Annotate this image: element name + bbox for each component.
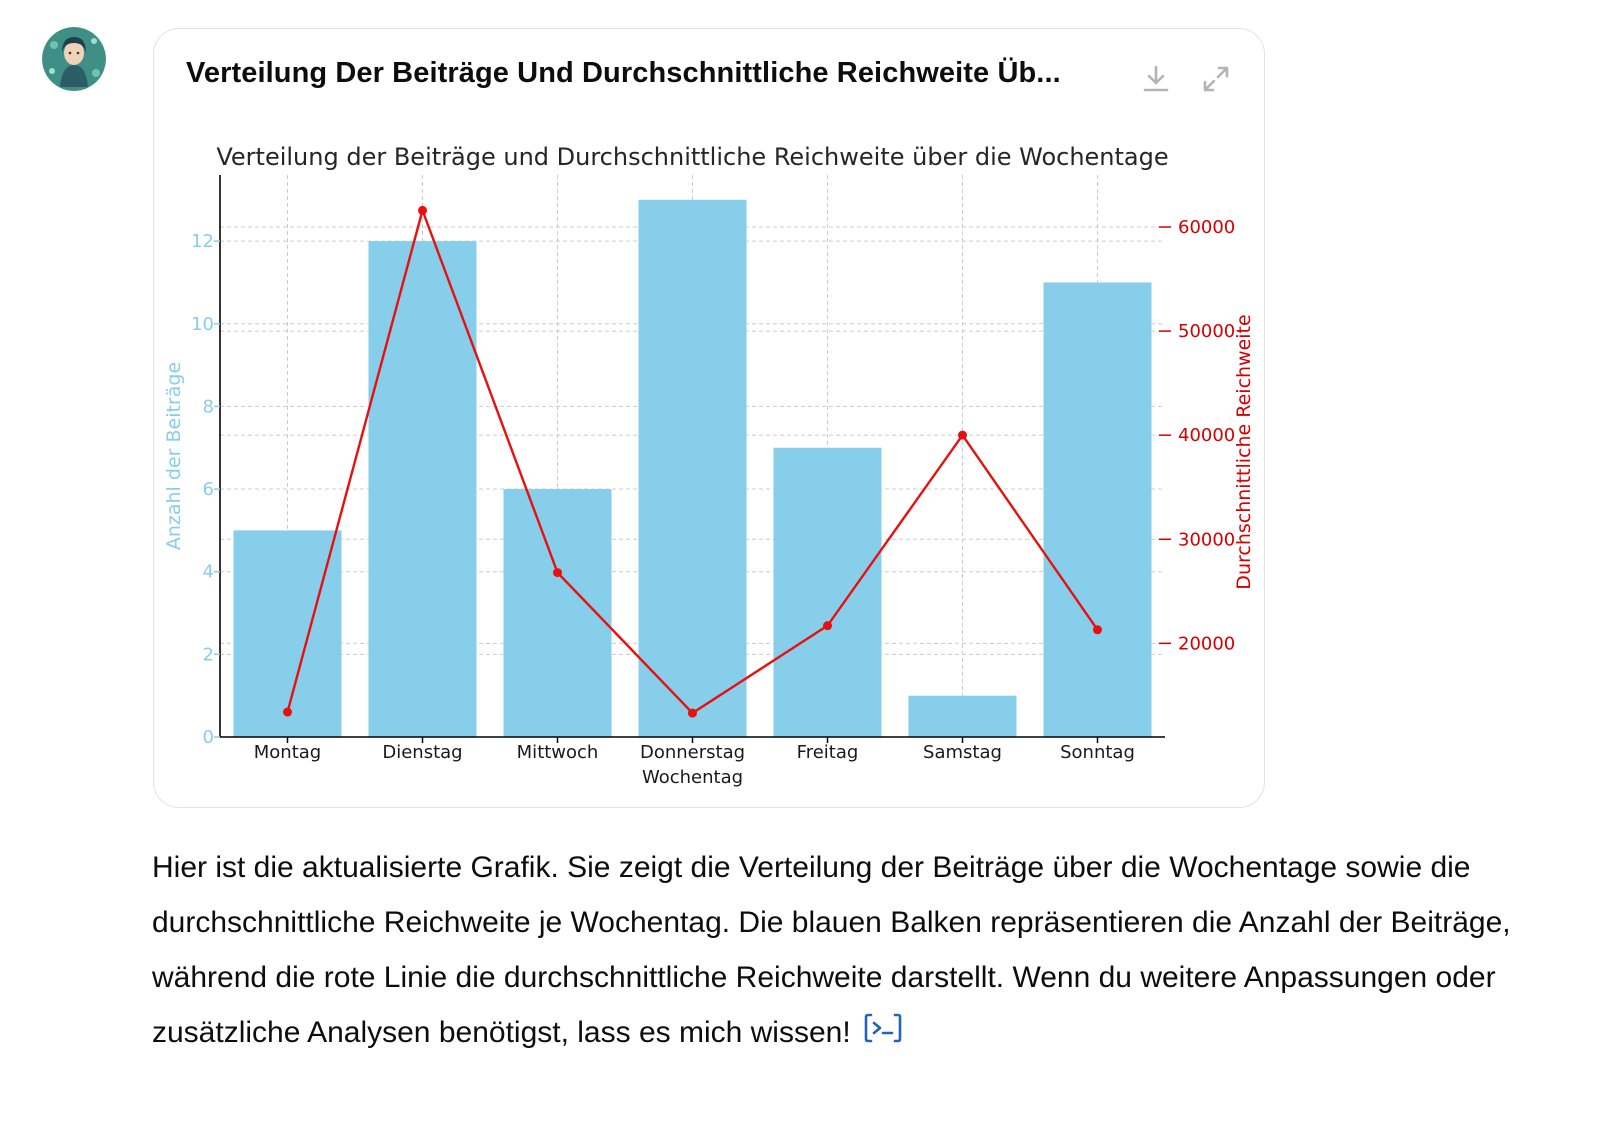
x-axis-label: Wochentag bbox=[641, 767, 744, 788]
reach-point bbox=[958, 431, 967, 440]
y-tick-label-left: 0 bbox=[202, 727, 214, 748]
card-title: Verteilung Der Beiträge Und Durchschnittliche Reichweite Üb... bbox=[186, 57, 1061, 89]
y-tick-label-right: 30000 bbox=[1178, 529, 1236, 551]
y-tick-label-left: 6 bbox=[202, 479, 214, 501]
x-tick-label: Sonntag bbox=[1060, 742, 1135, 763]
y-tick-label-right: 50000 bbox=[1178, 321, 1236, 343]
x-tick-label: Donnerstag bbox=[639, 742, 746, 763]
y-tick-label-right: 40000 bbox=[1178, 425, 1236, 447]
reach-point bbox=[418, 206, 427, 215]
bar bbox=[1044, 282, 1152, 737]
chart-card bbox=[153, 28, 1265, 808]
bar bbox=[369, 241, 477, 737]
reach-point bbox=[553, 568, 562, 577]
y-tick-label-left: 4 bbox=[202, 561, 214, 583]
assistant-message bbox=[152, 840, 1542, 1062]
x-tick-label: Freitag bbox=[796, 742, 859, 763]
reach-point bbox=[1093, 625, 1102, 634]
bar bbox=[774, 448, 882, 737]
bar bbox=[234, 530, 342, 737]
chart-svg bbox=[154, 29, 1264, 807]
message-text: Hier ist die aktualisierte Grafik. Sie zeigt die Verteilung der Beiträge über die Wochentage sowie die durchschnittliche Reichweite je Wochentag. Die blauen Balken repräsentieren die Anzahl der Beiträge, während die rote Linie die durchschnittliche Reichweite darstellt. Wenn du weitere Anpassungen oder zusätzliche Analysen benötigst, lass es mich wissen! bbox=[152, 851, 1511, 1049]
x-tick-label: Dienstag bbox=[382, 742, 463, 763]
chart bbox=[154, 29, 1264, 812]
y-tick-label-left: 12 bbox=[191, 231, 214, 253]
y-tick-label-right: 20000 bbox=[1178, 633, 1236, 655]
y-tick-label-left: 2 bbox=[202, 644, 214, 666]
y-tick-label-right: 60000 bbox=[1178, 217, 1236, 239]
chart-title: Verteilung der Beiträge und Durchschnittliche Reichweite über die Wochentage bbox=[216, 143, 1169, 171]
x-tick-label: Montag bbox=[253, 742, 322, 763]
bar bbox=[639, 200, 747, 737]
x-tick-label: Samstag bbox=[923, 742, 1002, 763]
reach-point bbox=[688, 709, 697, 718]
reach-point bbox=[823, 621, 832, 630]
y-tick-label-left: 10 bbox=[191, 313, 214, 335]
bar bbox=[909, 696, 1017, 737]
code-icon bbox=[863, 1012, 903, 1044]
x-tick-label: Mittwoch bbox=[516, 742, 599, 763]
reach-point bbox=[283, 708, 292, 717]
y-tick-label-left: 8 bbox=[202, 396, 214, 418]
y-axis-label-right: Durchschnittliche Reichweite bbox=[1233, 314, 1255, 590]
code-icon-button[interactable] bbox=[863, 1007, 903, 1062]
avatar bbox=[42, 27, 106, 91]
y-axis-label-left: Anzahl der Beiträge bbox=[163, 361, 185, 551]
